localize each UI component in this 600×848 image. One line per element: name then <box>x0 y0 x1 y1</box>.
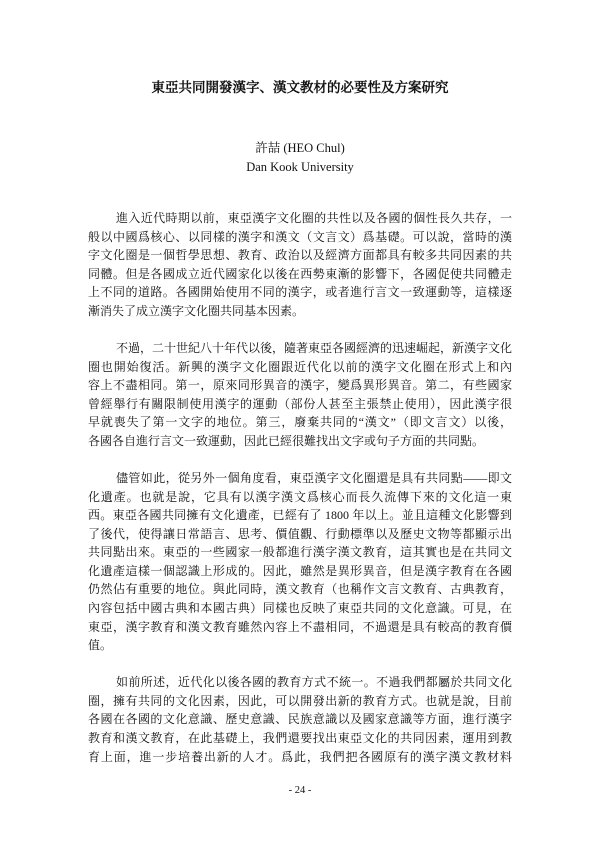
author-name: 許喆 (HEO Chul) <box>255 141 345 155</box>
paper-title: 東亞共同開發漢字、漢文教材的必要性及方案研究 <box>151 80 449 95</box>
text-line: 育上面，進一步培養出新的人才。爲此，我們把各國原有的漢字漢文教材料 <box>88 749 512 764</box>
text-line: 字文化圈是一個哲學思想、教育、政治以及經濟方面都具有較多共同因素的共 <box>88 248 512 263</box>
paragraph-3 <box>88 469 512 655</box>
text-line: 仍然佔有重要的地位。與此同時，漢文教育（也稱作文言文教育、古典教育， <box>88 582 512 597</box>
text-line: 曾經舉行有關限制使用漢字的運動（部份人甚至主張禁止使用），因此漢字很 <box>88 396 512 411</box>
text-line: 容上不盡相同。第一，原來同形異音的漢字，變爲異形異音。第二，有些國家 <box>88 378 512 393</box>
text-line: 上不同的道路。各國開始使用不同的漢字，或者進行言文一致運動等，這樣逐 <box>88 285 512 300</box>
text-line: 西。東亞各國共同擁有文化遺產，已經有了 1800 年以上。並且這種文化影響到 <box>88 508 512 523</box>
text-line: 了後代，使得讓日常語言、思考、價值觀、行動標準以及歷史文物等都顯示出 <box>88 526 512 541</box>
text-line: 各國各自進行言文一致運動，因此已經很難找出文字或句子方面的共同點。 <box>88 433 485 448</box>
text-line: 如前所述，近代化以後各國的教育方式不統一。不過我們都屬於共同文化 <box>116 675 512 690</box>
text-line: 值。 <box>88 638 113 653</box>
body-text <box>88 209 512 785</box>
text-line: 同體。但是各國成立近代國家化以後在西勢東漸的影響下，各國促使共同體走 <box>88 266 512 281</box>
text-line: 不過，二十世紀八十年代以後，隨著東亞各國經濟的迅速崛起，新漢字文化 <box>116 340 512 355</box>
text-line: 化遺產這樣一個認識上形成的。因此，雖然是異形異音，但是漢字教育在各國 <box>88 563 512 578</box>
paragraph-4 <box>88 673 512 766</box>
text-line: 儘管如此，從另外一個角度看，東亞漢字文化圈還是具有共同點——即文 <box>116 470 512 485</box>
text-line: 內容包括中國古典和本國古典）同樣也反映了東亞共同的文化意識。可見，在 <box>88 601 512 616</box>
text-line: 漸消失了成立漢字文化圈共同基本因素。 <box>88 303 305 318</box>
text-line: 進入近代時期以前，東亞漢字文化圈的共性以及各國的個性長久共存，一 <box>116 211 512 225</box>
page-number: - 24 - <box>288 785 312 796</box>
paragraph-1 <box>88 209 512 321</box>
text-line: 東亞，漢字教育和漢文教育雖然內容上不盡相同，不過還是具有較高的教育價 <box>88 619 512 634</box>
text-line: 般以中國爲核心、以同樣的漢字和漢文（文言文）爲基礎。可以說，當時的漢 <box>88 229 512 244</box>
text-line: 共同點出來。東亞的一些國家一般都進行漢字漢文教育，這其實也是在共同文 <box>88 545 512 560</box>
text-line: 化遺產。也就是說，它具有以漢字漢文爲核心而長久流傳下來的文化這一東 <box>88 489 512 504</box>
text-line: 各國在各國的文化意識、歷史意識、民族意識以及國家意識等方面，進行漢字 <box>88 712 512 727</box>
text-line: 圈也開始復活。新興的漢字文化圈跟近代化以前的漢字文化圈在形式上和內 <box>88 359 512 374</box>
text-line: 早就喪失了第一文字的地位。第三，廢棄共同的“漢文”（即文言文）以後， <box>88 415 512 430</box>
text-line: 教育和漢文教育，在此基礎上，我們還要找出東亞文化的共同因素，運用到教 <box>88 731 512 746</box>
author-affiliation: Dan Kook University <box>246 160 354 174</box>
paragraph-2 <box>88 339 512 451</box>
text-line: 圈，擁有共同的文化因素，因此，可以開發出新的教育方式。也就是說，目前 <box>88 693 512 708</box>
